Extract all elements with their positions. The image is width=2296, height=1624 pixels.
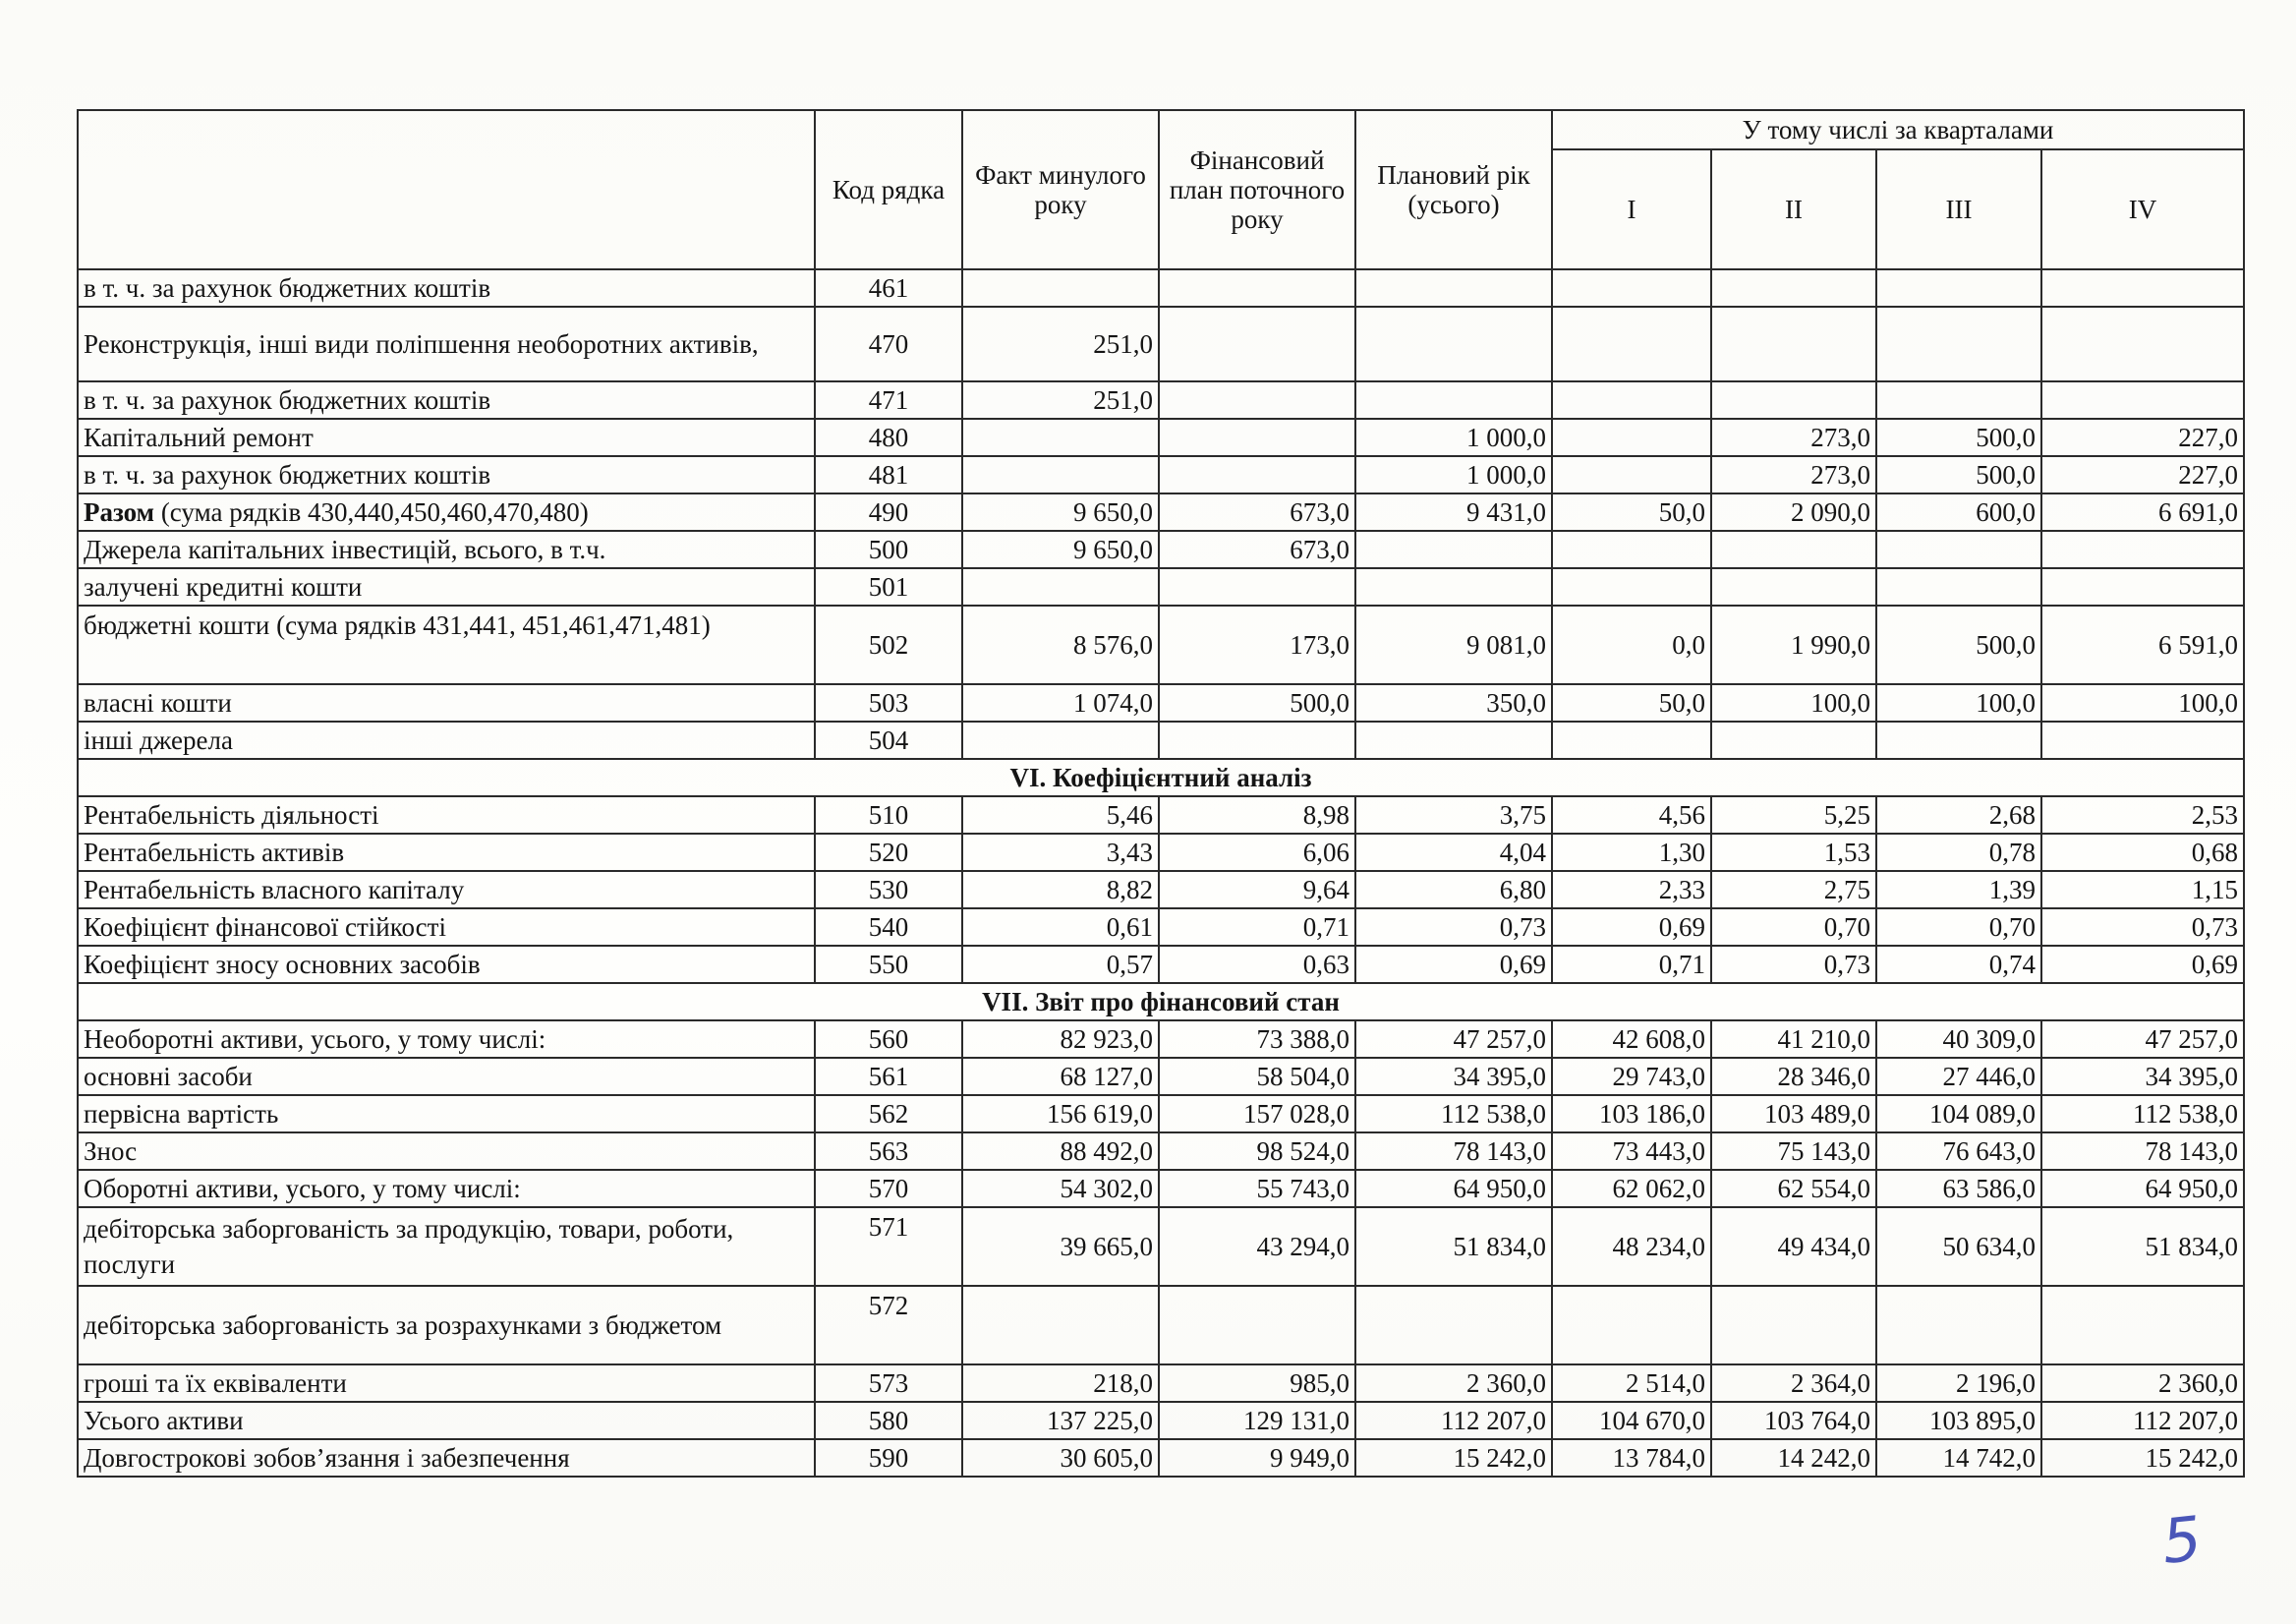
cell-q2: 0,73 bbox=[1711, 946, 1876, 983]
cell-fact bbox=[962, 419, 1159, 456]
row-code: 570 bbox=[815, 1170, 962, 1207]
cell-finplan bbox=[1159, 1286, 1355, 1364]
row-code: 562 bbox=[815, 1095, 962, 1132]
cell-planyear: 4,04 bbox=[1355, 834, 1552, 871]
cell-finplan: 673,0 bbox=[1159, 531, 1355, 568]
cell-fact bbox=[962, 568, 1159, 606]
table-row bbox=[78, 307, 2244, 381]
row-label: первісна вартість bbox=[78, 1095, 815, 1132]
table-row bbox=[78, 871, 2244, 908]
row-code: 504 bbox=[815, 722, 962, 759]
row-code: 481 bbox=[815, 456, 962, 493]
table-row-total bbox=[78, 493, 2244, 531]
row-code: 550 bbox=[815, 946, 962, 983]
section-header-row bbox=[78, 983, 2244, 1020]
cell-fact: 54 302,0 bbox=[962, 1170, 1159, 1207]
cell-q3: 0,78 bbox=[1876, 834, 2041, 871]
total-label-bold: Разом bbox=[84, 496, 155, 527]
header-planyear: Плановий рік (усього) bbox=[1355, 110, 1552, 269]
header-code: Код рядка bbox=[815, 110, 962, 269]
cell-q1: 48 234,0 bbox=[1552, 1207, 1711, 1286]
section-title-financial-position: VII. Звіт про фінансовий стан bbox=[78, 983, 2244, 1020]
table-row bbox=[78, 1286, 2244, 1364]
row-label: дебіторська заборгованість за продукцію, товари, роботи, послуги bbox=[78, 1207, 815, 1286]
cell-q2 bbox=[1711, 722, 1876, 759]
row-label: Необоротні активи, усього, у тому числі: bbox=[78, 1020, 815, 1058]
header-quarters-group: У тому числі за кварталами bbox=[1552, 110, 2244, 149]
cell-q2: 49 434,0 bbox=[1711, 1207, 1876, 1286]
cell-q4: 6 591,0 bbox=[2041, 606, 2244, 684]
row-code: 470 bbox=[815, 307, 962, 381]
cell-q2: 273,0 bbox=[1711, 419, 1876, 456]
cell-finplan: 73 388,0 bbox=[1159, 1020, 1355, 1058]
cell-finplan bbox=[1159, 307, 1355, 381]
cell-q3 bbox=[1876, 568, 2041, 606]
cell-fact: 1 074,0 bbox=[962, 684, 1159, 722]
cell-q3: 500,0 bbox=[1876, 456, 2041, 493]
cell-fact bbox=[962, 722, 1159, 759]
cell-q2: 2 090,0 bbox=[1711, 493, 1876, 531]
table-row bbox=[78, 1095, 2244, 1132]
cell-planyear: 3,75 bbox=[1355, 796, 1552, 834]
cell-q3: 0,74 bbox=[1876, 946, 2041, 983]
cell-fact: 251,0 bbox=[962, 381, 1159, 419]
cell-fact: 0,61 bbox=[962, 908, 1159, 946]
section-title-ratio-analysis: VI. Коефіцієнтний аналіз bbox=[78, 759, 2244, 796]
cell-q2: 100,0 bbox=[1711, 684, 1876, 722]
header-q3: III bbox=[1876, 149, 2041, 269]
cell-q3: 14 742,0 bbox=[1876, 1439, 2041, 1477]
table-row bbox=[78, 1058, 2244, 1095]
row-label bbox=[78, 493, 815, 531]
cell-finplan bbox=[1159, 722, 1355, 759]
cell-q1: 0,71 bbox=[1552, 946, 1711, 983]
cell-q1: 50,0 bbox=[1552, 684, 1711, 722]
cell-finplan: 58 504,0 bbox=[1159, 1058, 1355, 1095]
row-label: в т. ч. за рахунок бюджетних коштів bbox=[78, 381, 815, 419]
row-label: в т. ч. за рахунок бюджетних коштів bbox=[78, 456, 815, 493]
table-row bbox=[78, 684, 2244, 722]
row-label: Коефіцієнт фінансової стійкості bbox=[78, 908, 815, 946]
cell-q3: 50 634,0 bbox=[1876, 1207, 2041, 1286]
cell-q1 bbox=[1552, 722, 1711, 759]
row-label: бюджетні кошти (сума рядків 431,441, 451,461,471,481) bbox=[78, 606, 815, 684]
row-label: Довгострокові зобов’язання і забезпечення bbox=[78, 1439, 815, 1477]
cell-q2 bbox=[1711, 307, 1876, 381]
table-row bbox=[78, 1170, 2244, 1207]
row-label: Оборотні активи, усього, у тому числі: bbox=[78, 1170, 815, 1207]
cell-q2: 14 242,0 bbox=[1711, 1439, 1876, 1477]
cell-q3: 500,0 bbox=[1876, 606, 2041, 684]
cell-finplan bbox=[1159, 381, 1355, 419]
cell-q1: 0,69 bbox=[1552, 908, 1711, 946]
cell-q2 bbox=[1711, 1286, 1876, 1364]
cell-planyear: 78 143,0 bbox=[1355, 1132, 1552, 1170]
cell-q4 bbox=[2041, 381, 2244, 419]
cell-fact: 9 650,0 bbox=[962, 531, 1159, 568]
row-label: залучені кредитні кошти bbox=[78, 568, 815, 606]
row-label: Рентабельність діяльності bbox=[78, 796, 815, 834]
cell-planyear bbox=[1355, 722, 1552, 759]
row-code: 471 bbox=[815, 381, 962, 419]
cell-q1: 4,56 bbox=[1552, 796, 1711, 834]
row-code: 480 bbox=[815, 419, 962, 456]
cell-fact: 88 492,0 bbox=[962, 1132, 1159, 1170]
cell-q4: 34 395,0 bbox=[2041, 1058, 2244, 1095]
row-code: 540 bbox=[815, 908, 962, 946]
cell-q3: 2 196,0 bbox=[1876, 1364, 2041, 1402]
row-code: 580 bbox=[815, 1402, 962, 1439]
cell-q2: 103 489,0 bbox=[1711, 1095, 1876, 1132]
cell-planyear: 350,0 bbox=[1355, 684, 1552, 722]
cell-planyear: 47 257,0 bbox=[1355, 1020, 1552, 1058]
table-row bbox=[78, 269, 2244, 307]
cell-fact: 30 605,0 bbox=[962, 1439, 1159, 1477]
cell-q1: 103 186,0 bbox=[1552, 1095, 1711, 1132]
row-label: Джерела капітальних інвестицій, всього, в т.ч. bbox=[78, 531, 815, 568]
cell-fact: 5,46 bbox=[962, 796, 1159, 834]
cell-q1 bbox=[1552, 1286, 1711, 1364]
row-code: 510 bbox=[815, 796, 962, 834]
cell-q3 bbox=[1876, 531, 2041, 568]
row-code: 520 bbox=[815, 834, 962, 871]
cell-q1 bbox=[1552, 381, 1711, 419]
table-row bbox=[78, 1207, 2244, 1286]
table-row bbox=[78, 381, 2244, 419]
header-fact: Факт минулого року bbox=[962, 110, 1159, 269]
row-code: 572 bbox=[815, 1286, 962, 1364]
cell-q3: 100,0 bbox=[1876, 684, 2041, 722]
cell-planyear bbox=[1355, 1286, 1552, 1364]
cell-q3: 40 309,0 bbox=[1876, 1020, 2041, 1058]
cell-q2: 1 990,0 bbox=[1711, 606, 1876, 684]
cell-q1: 73 443,0 bbox=[1552, 1132, 1711, 1170]
cell-q3: 104 089,0 bbox=[1876, 1095, 2041, 1132]
cell-fact: 0,57 bbox=[962, 946, 1159, 983]
row-code: 560 bbox=[815, 1020, 962, 1058]
row-label: Коефіцієнт зносу основних засобів bbox=[78, 946, 815, 983]
cell-q1 bbox=[1552, 568, 1711, 606]
cell-q4: 0,69 bbox=[2041, 946, 2244, 983]
row-label: Знос bbox=[78, 1132, 815, 1170]
cell-q3 bbox=[1876, 307, 2041, 381]
table-row bbox=[78, 531, 2244, 568]
cell-planyear: 2 360,0 bbox=[1355, 1364, 1552, 1402]
cell-finplan: 9,64 bbox=[1159, 871, 1355, 908]
row-label: Рентабельність активів bbox=[78, 834, 815, 871]
row-code: 573 bbox=[815, 1364, 962, 1402]
cell-planyear: 34 395,0 bbox=[1355, 1058, 1552, 1095]
cell-q3 bbox=[1876, 269, 2041, 307]
cell-q3: 63 586,0 bbox=[1876, 1170, 2041, 1207]
cell-planyear: 0,73 bbox=[1355, 908, 1552, 946]
row-code: 590 bbox=[815, 1439, 962, 1477]
cell-q1: 62 062,0 bbox=[1552, 1170, 1711, 1207]
header-q2: II bbox=[1711, 149, 1876, 269]
cell-fact: 8,82 bbox=[962, 871, 1159, 908]
cell-q4: 64 950,0 bbox=[2041, 1170, 2244, 1207]
cell-q4: 2 360,0 bbox=[2041, 1364, 2244, 1402]
cell-finplan: 8,98 bbox=[1159, 796, 1355, 834]
cell-finplan: 0,71 bbox=[1159, 908, 1355, 946]
cell-q4: 78 143,0 bbox=[2041, 1132, 2244, 1170]
cell-planyear: 9 081,0 bbox=[1355, 606, 1552, 684]
row-code: 500 bbox=[815, 531, 962, 568]
row-label: Усього активи bbox=[78, 1402, 815, 1439]
cell-finplan: 500,0 bbox=[1159, 684, 1355, 722]
cell-finplan: 55 743,0 bbox=[1159, 1170, 1355, 1207]
table-row bbox=[78, 722, 2244, 759]
cell-fact: 8 576,0 bbox=[962, 606, 1159, 684]
row-code: 461 bbox=[815, 269, 962, 307]
row-label: в т. ч. за рахунок бюджетних коштів bbox=[78, 269, 815, 307]
cell-q1: 13 784,0 bbox=[1552, 1439, 1711, 1477]
cell-planyear bbox=[1355, 307, 1552, 381]
cell-fact bbox=[962, 269, 1159, 307]
cell-planyear: 9 431,0 bbox=[1355, 493, 1552, 531]
cell-q1: 2,33 bbox=[1552, 871, 1711, 908]
cell-finplan: 173,0 bbox=[1159, 606, 1355, 684]
cell-q2 bbox=[1711, 381, 1876, 419]
cell-q3: 600,0 bbox=[1876, 493, 2041, 531]
cell-fact: 9 650,0 bbox=[962, 493, 1159, 531]
cell-q4 bbox=[2041, 722, 2244, 759]
header-q1: I bbox=[1552, 149, 1711, 269]
cell-q1: 50,0 bbox=[1552, 493, 1711, 531]
table-row bbox=[78, 606, 2244, 684]
cell-q4: 6 691,0 bbox=[2041, 493, 2244, 531]
cell-planyear: 112 538,0 bbox=[1355, 1095, 1552, 1132]
cell-q4: 112 207,0 bbox=[2041, 1402, 2244, 1439]
cell-q4: 0,68 bbox=[2041, 834, 2244, 871]
cell-q4: 100,0 bbox=[2041, 684, 2244, 722]
cell-q2: 0,70 bbox=[1711, 908, 1876, 946]
cell-q4: 227,0 bbox=[2041, 419, 2244, 456]
cell-finplan bbox=[1159, 568, 1355, 606]
cell-planyear: 51 834,0 bbox=[1355, 1207, 1552, 1286]
section-header-row bbox=[78, 759, 2244, 796]
cell-fact: 156 619,0 bbox=[962, 1095, 1159, 1132]
table-row bbox=[78, 1402, 2244, 1439]
cell-planyear: 15 242,0 bbox=[1355, 1439, 1552, 1477]
cell-q2 bbox=[1711, 269, 1876, 307]
table-row bbox=[78, 419, 2244, 456]
cell-q2 bbox=[1711, 568, 1876, 606]
cell-q4 bbox=[2041, 531, 2244, 568]
cell-q3: 103 895,0 bbox=[1876, 1402, 2041, 1439]
cell-fact: 218,0 bbox=[962, 1364, 1159, 1402]
row-code: 563 bbox=[815, 1132, 962, 1170]
total-label-rest: (сума рядків 430,440,450,460,470,480) bbox=[154, 496, 589, 527]
cell-q4 bbox=[2041, 1286, 2244, 1364]
cell-q4 bbox=[2041, 269, 2244, 307]
cell-q4 bbox=[2041, 568, 2244, 606]
cell-q2: 273,0 bbox=[1711, 456, 1876, 493]
cell-finplan: 157 028,0 bbox=[1159, 1095, 1355, 1132]
cell-finplan: 6,06 bbox=[1159, 834, 1355, 871]
cell-q2: 28 346,0 bbox=[1711, 1058, 1876, 1095]
row-code: 530 bbox=[815, 871, 962, 908]
cell-q3: 76 643,0 bbox=[1876, 1132, 2041, 1170]
cell-fact: 3,43 bbox=[962, 834, 1159, 871]
table-row bbox=[78, 1132, 2244, 1170]
cell-q2: 2 364,0 bbox=[1711, 1364, 1876, 1402]
cell-planyear: 1 000,0 bbox=[1355, 419, 1552, 456]
cell-q4: 0,73 bbox=[2041, 908, 2244, 946]
cell-planyear bbox=[1355, 269, 1552, 307]
cell-q4: 15 242,0 bbox=[2041, 1439, 2244, 1477]
row-code: 502 bbox=[815, 606, 962, 684]
row-code: 561 bbox=[815, 1058, 962, 1095]
cell-planyear: 112 207,0 bbox=[1355, 1402, 1552, 1439]
table-row bbox=[78, 1439, 2244, 1477]
cell-fact: 68 127,0 bbox=[962, 1058, 1159, 1095]
cell-planyear bbox=[1355, 381, 1552, 419]
cell-q4: 112 538,0 bbox=[2041, 1095, 2244, 1132]
cell-q1 bbox=[1552, 531, 1711, 568]
cell-q2: 62 554,0 bbox=[1711, 1170, 1876, 1207]
row-code: 501 bbox=[815, 568, 962, 606]
cell-q1: 0,0 bbox=[1552, 606, 1711, 684]
cell-finplan: 43 294,0 bbox=[1159, 1207, 1355, 1286]
cell-planyear: 0,69 bbox=[1355, 946, 1552, 983]
cell-q4 bbox=[2041, 307, 2244, 381]
row-label: основні засоби bbox=[78, 1058, 815, 1095]
table-row bbox=[78, 1020, 2244, 1058]
cell-planyear: 64 950,0 bbox=[1355, 1170, 1552, 1207]
table-row bbox=[78, 796, 2244, 834]
cell-q3 bbox=[1876, 1286, 2041, 1364]
header-indicator bbox=[78, 110, 815, 269]
table-row bbox=[78, 946, 2244, 983]
cell-fact: 137 225,0 bbox=[962, 1402, 1159, 1439]
cell-q4: 51 834,0 bbox=[2041, 1207, 2244, 1286]
cell-planyear: 6,80 bbox=[1355, 871, 1552, 908]
financial-plan-table bbox=[77, 109, 2245, 1478]
cell-finplan: 673,0 bbox=[1159, 493, 1355, 531]
cell-planyear bbox=[1355, 531, 1552, 568]
cell-finplan bbox=[1159, 419, 1355, 456]
cell-q1: 104 670,0 bbox=[1552, 1402, 1711, 1439]
cell-q4: 227,0 bbox=[2041, 456, 2244, 493]
handwritten-page-number: 5 bbox=[2158, 1502, 2206, 1578]
row-label: Капітальний ремонт bbox=[78, 419, 815, 456]
row-code: 571 bbox=[815, 1207, 962, 1286]
cell-q1: 29 743,0 bbox=[1552, 1058, 1711, 1095]
cell-q1 bbox=[1552, 307, 1711, 381]
cell-q3 bbox=[1876, 722, 2041, 759]
cell-q1: 42 608,0 bbox=[1552, 1020, 1711, 1058]
cell-q1: 1,30 bbox=[1552, 834, 1711, 871]
cell-fact: 82 923,0 bbox=[962, 1020, 1159, 1058]
cell-fact: 39 665,0 bbox=[962, 1207, 1159, 1286]
cell-q1: 2 514,0 bbox=[1552, 1364, 1711, 1402]
cell-finplan: 9 949,0 bbox=[1159, 1439, 1355, 1477]
cell-q1 bbox=[1552, 269, 1711, 307]
cell-planyear bbox=[1355, 568, 1552, 606]
cell-finplan bbox=[1159, 456, 1355, 493]
cell-q2: 103 764,0 bbox=[1711, 1402, 1876, 1439]
cell-q2 bbox=[1711, 531, 1876, 568]
cell-finplan: 0,63 bbox=[1159, 946, 1355, 983]
table-row bbox=[78, 568, 2244, 606]
cell-q4: 2,53 bbox=[2041, 796, 2244, 834]
cell-q3: 1,39 bbox=[1876, 871, 2041, 908]
row-label: Рентабельність власного капіталу bbox=[78, 871, 815, 908]
table-row bbox=[78, 834, 2244, 871]
header-q4: IV bbox=[2041, 149, 2244, 269]
table-row bbox=[78, 456, 2244, 493]
row-label: інші джерела bbox=[78, 722, 815, 759]
cell-q3: 0,70 bbox=[1876, 908, 2041, 946]
cell-q4: 1,15 bbox=[2041, 871, 2244, 908]
cell-finplan: 129 131,0 bbox=[1159, 1402, 1355, 1439]
row-code: 490 bbox=[815, 493, 962, 531]
cell-q1 bbox=[1552, 419, 1711, 456]
cell-q3: 500,0 bbox=[1876, 419, 2041, 456]
cell-q2: 41 210,0 bbox=[1711, 1020, 1876, 1058]
cell-q3: 27 446,0 bbox=[1876, 1058, 2041, 1095]
cell-q2: 2,75 bbox=[1711, 871, 1876, 908]
cell-q3: 2,68 bbox=[1876, 796, 2041, 834]
cell-q2: 1,53 bbox=[1711, 834, 1876, 871]
cell-fact bbox=[962, 456, 1159, 493]
cell-q4: 47 257,0 bbox=[2041, 1020, 2244, 1058]
cell-fact: 251,0 bbox=[962, 307, 1159, 381]
header-finplan: Фінансовий план поточного року bbox=[1159, 110, 1355, 269]
row-label: дебіторська заборгованість за розрахунками з бюджетом bbox=[78, 1286, 815, 1364]
row-label: гроші та їх еквіваленти bbox=[78, 1364, 815, 1402]
cell-q1 bbox=[1552, 456, 1711, 493]
cell-q2: 5,25 bbox=[1711, 796, 1876, 834]
cell-finplan bbox=[1159, 269, 1355, 307]
row-label: власні кошти bbox=[78, 684, 815, 722]
row-code: 503 bbox=[815, 684, 962, 722]
cell-fact bbox=[962, 1286, 1159, 1364]
cell-finplan: 98 524,0 bbox=[1159, 1132, 1355, 1170]
cell-planyear: 1 000,0 bbox=[1355, 456, 1552, 493]
cell-q2: 75 143,0 bbox=[1711, 1132, 1876, 1170]
cell-q3 bbox=[1876, 381, 2041, 419]
row-label: Реконструкція, інші види поліпшення необоротних активів, bbox=[78, 307, 815, 381]
table-row bbox=[78, 908, 2244, 946]
cell-finplan: 985,0 bbox=[1159, 1364, 1355, 1402]
table-row bbox=[78, 1364, 2244, 1402]
